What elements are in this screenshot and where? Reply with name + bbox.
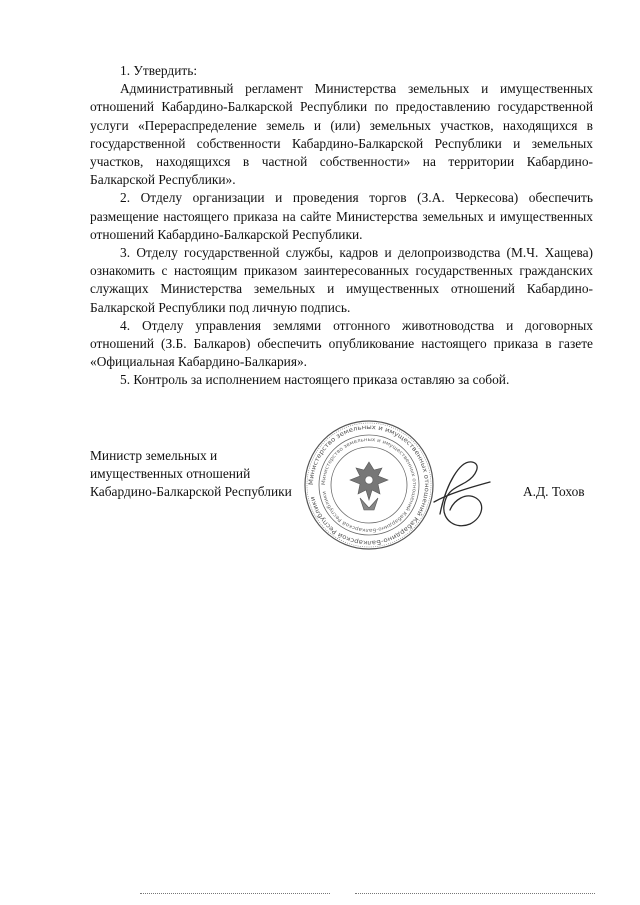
order-body — [90, 62, 593, 390]
paragraph-regulation: Административный регламент Министерства земельных и имущественных отношений Кабардино-Балкарской Республики по предоставлению государственной услуги «Перераспределение земель и (или) земельных участков, находящихся в государственной собственности Кабардино-Балкарской Республики и земельных участков, находящихся в частной собственности» на территории Кабардино-Балкарской Республики». — [90, 81, 593, 188]
signer-title-line: Министр земельных и — [90, 448, 218, 463]
signer-title-line: Кабардино-Балкарской Республики — [90, 484, 292, 500]
footer-divider — [355, 893, 595, 894]
signer-title — [90, 447, 292, 502]
paragraph-5: 5. Контроль за исполнением настоящего приказа оставляю за собой. — [120, 372, 510, 388]
paragraph-4: 4. Отделу управления землями отгонного животноводства и договорных отношений (З.Б. Балкаров) обеспечить опубликование настоящего приказа в газете «Официальная Кабардино-Балкария». — [90, 317, 593, 370]
paragraph-1: 1. Утвердить: — [120, 63, 198, 78]
footer-divider — [140, 893, 330, 894]
seal-inner-text: Министерство земельных и имущественных отношений Кабардино-Балкарской Республики — [320, 436, 418, 534]
paragraph-2: 2. Отделу организации и проведения торгов (З.А. Черкесова) обеспечить размещение настоящего приказа на сайте Министерства земельных и имущественных отношений Кабардино-Балкарской Республики. — [90, 190, 593, 242]
paragraph-3: 3. Отделу государственной службы, кадров и делопроизводства (М.Ч. Хащева) ознакомить с настоящим приказом заинтересованных государственных гражданских служащих Министерства земельных и имущественных отношений Кабардино-Балкарской Республики под личную подпись. — [90, 245, 593, 315]
handwritten-signature-icon — [432, 454, 492, 534]
official-seal-icon — [302, 418, 436, 552]
signer-name: А.Д. Тохов — [523, 484, 585, 499]
seal-outer-text: Министерство земельных и имущественных отношений Кабардино-Балкарской Республики — [307, 423, 431, 547]
signer-title-line: имущественных отношений — [90, 466, 251, 482]
